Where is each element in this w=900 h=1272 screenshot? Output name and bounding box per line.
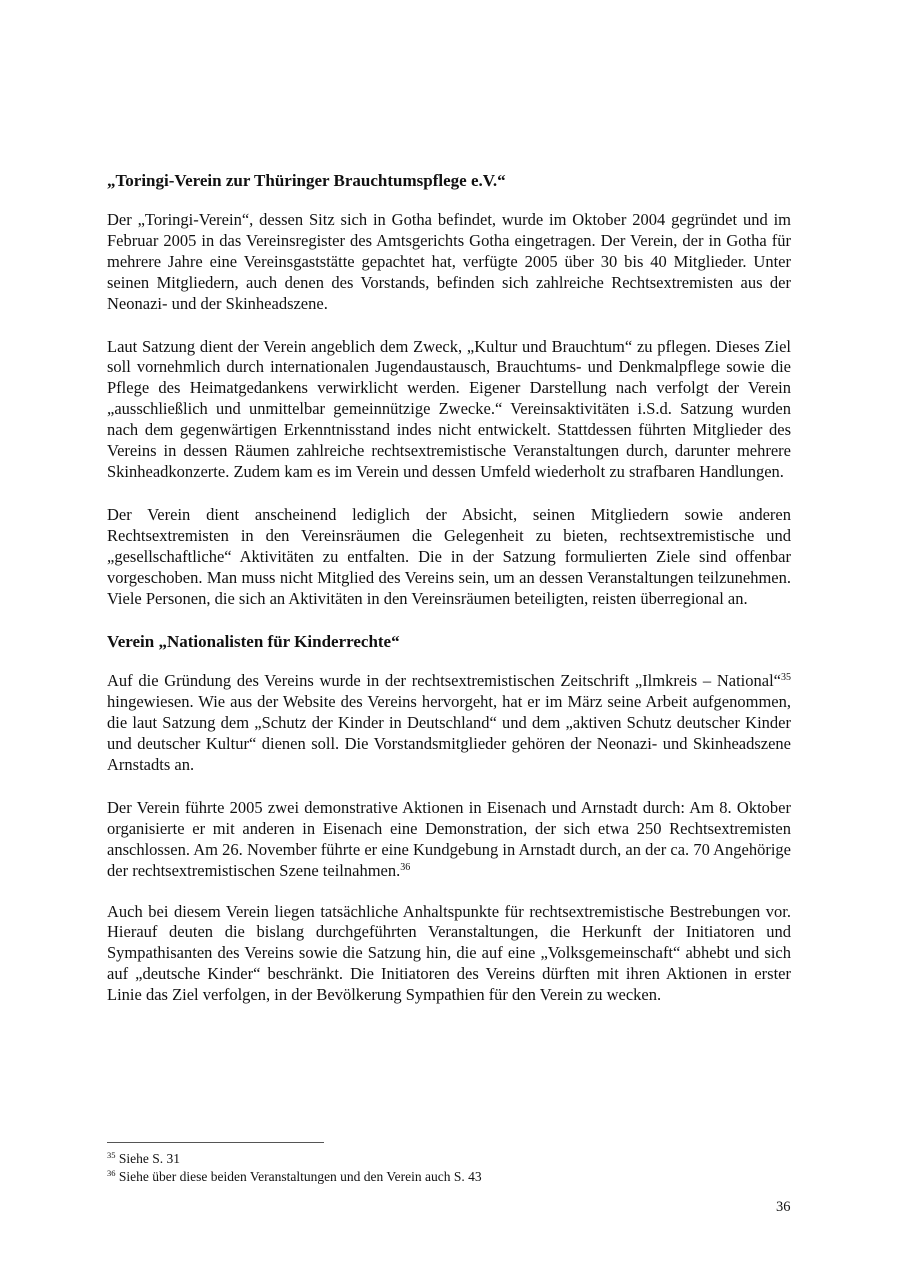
paragraph: Laut Satzung dient der Verein angeblich dem Zweck, „Kultur und Brauchtum“ zu pflegen. Dieses Ziel soll vornehmlich durch internationalen Jugendaustausch, Brauchtums- und Denkmalpflege sowie die Pflege des Heimatgedankens verwirklicht werden. Eigener Darstellung nach verfolgt der Verein „ausschließlich und unmittelbar gemeinnützige Zwecke.“ Vereinsaktivitäten i.S.d. Satzung wurden nach dem gegenwärtigen Erkenntnisstand indes nicht entwickelt. Stattdessen führten Mitglieder des Vereins in dessen Räumen zahlreiche rechtsextremistische Veranstaltungen durch, darunter mehrere Skinheadkonzerte. Zudem kam es im Verein und dessen Umfeld wiederholt zu strafbaren Handlungen.: [107, 336, 791, 481]
footnotes: [107, 1150, 791, 1186]
section-heading-toringi: „Toringi-Verein zur Thüringer Brauchtumspflege e.V.“: [107, 171, 506, 190]
footnote-ref: 35: [781, 672, 791, 684]
footnote: [107, 1168, 791, 1186]
footnote-number: 35: [107, 1150, 116, 1160]
paragraph: Der Verein dient anscheinend lediglich der Absicht, seinen Mitgliedern sowie anderen Rechtsextremisten in den Vereinsräumen die Gelegenheit zu bieten, rechtsextremistische und „gesellschaftliche“ Aktivitäten zu entfalten. Die in der Satzung formulierten Ziele sind offenbar vorgeschoben. Man muss nicht Mitglied des Vereins sein, um an dessen Veranstaltungen teilzunehmen. Viele Personen, die sich an Aktivitäten in den Vereinsräumen beteiligten, reisten überregional an.: [107, 504, 791, 608]
footnote-ref: 36: [400, 861, 411, 873]
paragraph-text: Der Verein führte 2005 zwei demonstrative Aktionen in Eisenach und Arnstadt durch: Am 8. Oktober organisierte er mit anderen in Eisenach eine Demonstration, der sich etwa 250 Rechtsextremisten anschlossen. Am 26. November führte er eine Kundgebung in Arnstadt durch, an der ca. 70 Angehörige der rechtsextremistischen Szene teilnahmen.: [107, 797, 791, 880]
paragraph: [107, 798, 791, 882]
footnote-text: Siehe über diese beiden Veranstaltungen und den Verein auch S. 43: [115, 1169, 482, 1184]
document-body: [107, 170, 791, 1006]
paragraph-text: hingewiesen. Wie aus der Website des Vereins hervorgeht, hat er im März seine Arbeit aufgenommen, die laut Satzung dem „Schutz der Kinder in Deutschland“ und dem „aktiven Schutz deutscher Kinder und deutscher Kultur“ dienen soll. Die Vorstandsmitglieder gehören der Neonazi- und Skinheadszene Arnstadts an.: [107, 692, 791, 775]
paragraph-text: Auf die Gründung des Vereins wurde in der rechtsextremistischen Zeitschrift „Ilmkreis – National“: [107, 671, 781, 691]
section-heading-nationalisten: Verein „Nationalisten für Kinderrechte“: [107, 632, 400, 652]
footnote: [107, 1150, 791, 1168]
paragraph: Auch bei diesem Verein liegen tatsächliche Anhaltspunkte für rechtsextremistische Bestrebungen vor. Hierauf deuten die bislang durchgeführten Veranstaltungen, die Herkunft der Initiatoren und Sympathisanten des Vereins sowie die Satzung hin, die auf eine „Volksgemeinschaft“ abhebt und sich auf „deutsche Kinder“ beschränkt. Die Initiatoren des Vereins dürften mit ihren Aktionen in erster Linie das Ziel verfolgen, in der Bevölkerung Sympathien für den Verein zu wecken.: [107, 901, 791, 1005]
footnote-number: 36: [107, 1168, 116, 1178]
footnote-divider: [107, 1142, 324, 1143]
paragraph: [107, 671, 791, 776]
footnote-text: Siehe S. 31: [115, 1151, 181, 1166]
page-number: 36: [776, 1199, 791, 1215]
paragraph: Der „Toringi-Verein“, dessen Sitz sich in Gotha befindet, wurde im Oktober 2004 gegründet und im Februar 2005 in das Vereinsregister des Amtsgerichts Gotha eingetragen. Der Verein, der in Gotha für mehrere Jahre eine Vereinsgaststätte gepachtet hat, verfügte 2005 über 30 bis 40 Mitglieder. Unter seinen Mitgliedern, auch denen des Vorstands, befinden sich zahlreiche Rechtsextremisten aus der Neonazi- und der Skinheadszene.: [107, 210, 791, 313]
